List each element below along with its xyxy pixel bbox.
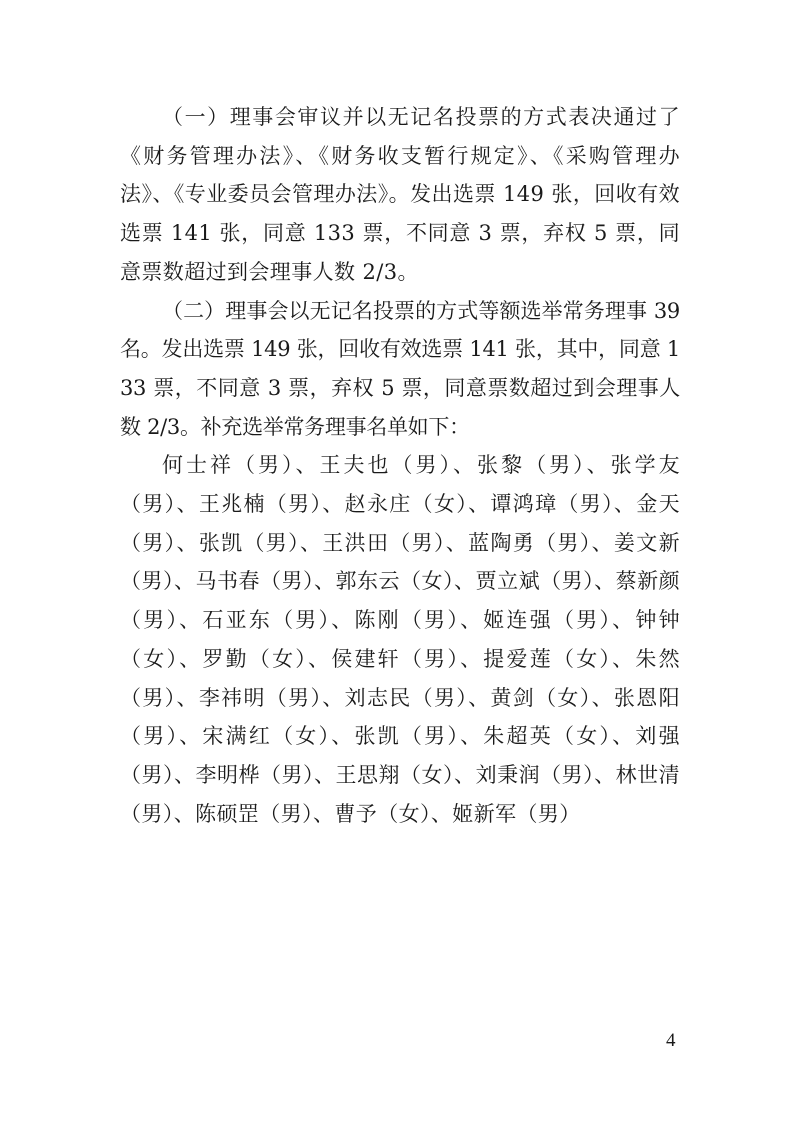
document-body (120, 98, 680, 833)
paragraph-member-list: 何士祥（男）、王夫也（男）、张黎（男）、张学友（男）、王兆楠（男）、赵永庄（女）、谭鸿璋（男）、金天（男）、张凯（男）、王洪田（男）、蓝陶勇（男）、姜文新（男）、马书春（男）、郭东云（女）、贾立斌（男）、蔡新颜（男）、石亚东（男）、陈刚（男）、姬连强（男）、钟钟（女）、罗勤（女）、侯建轩（男）、提爱莲（女）、朱然（男）、李祎明（男）、刘志民（男）、黄剑（女）、张恩阳（男）、宋满红（女）、张凯（男）、朱超英（女）、刘强（男）、李明桦（男）、王思翔（女）、刘秉润（男）、林世清（男）、陈硕罡（男）、曹予（女）、姬新军（男） (120, 453, 680, 826)
page-number: 4 (666, 1030, 676, 1051)
paragraph-resolution-one: （一）理事会审议并以无记名投票的方式表决通过了《财务管理办法》、《财务收支暂行规定》、《采购管理办法》、《专业委员会管理办法》。发出选票 149 张，回收有效选票 141 张，同意 133 票，不同意 3 票，弃权 5 票，同意票数超过到会理事人数 2/3。 (120, 105, 680, 284)
paragraph-resolution-two: （二）理事会以无记名投票的方式等额选举常务理事 39 名。发出选票 149 张，回收有效选票 141 张，其中，同意 133 票，不同意 3 票，弃权 5 票，同意票数超过到会理事人数 2/3。补充选举常务理事名单如下： (120, 298, 680, 439)
